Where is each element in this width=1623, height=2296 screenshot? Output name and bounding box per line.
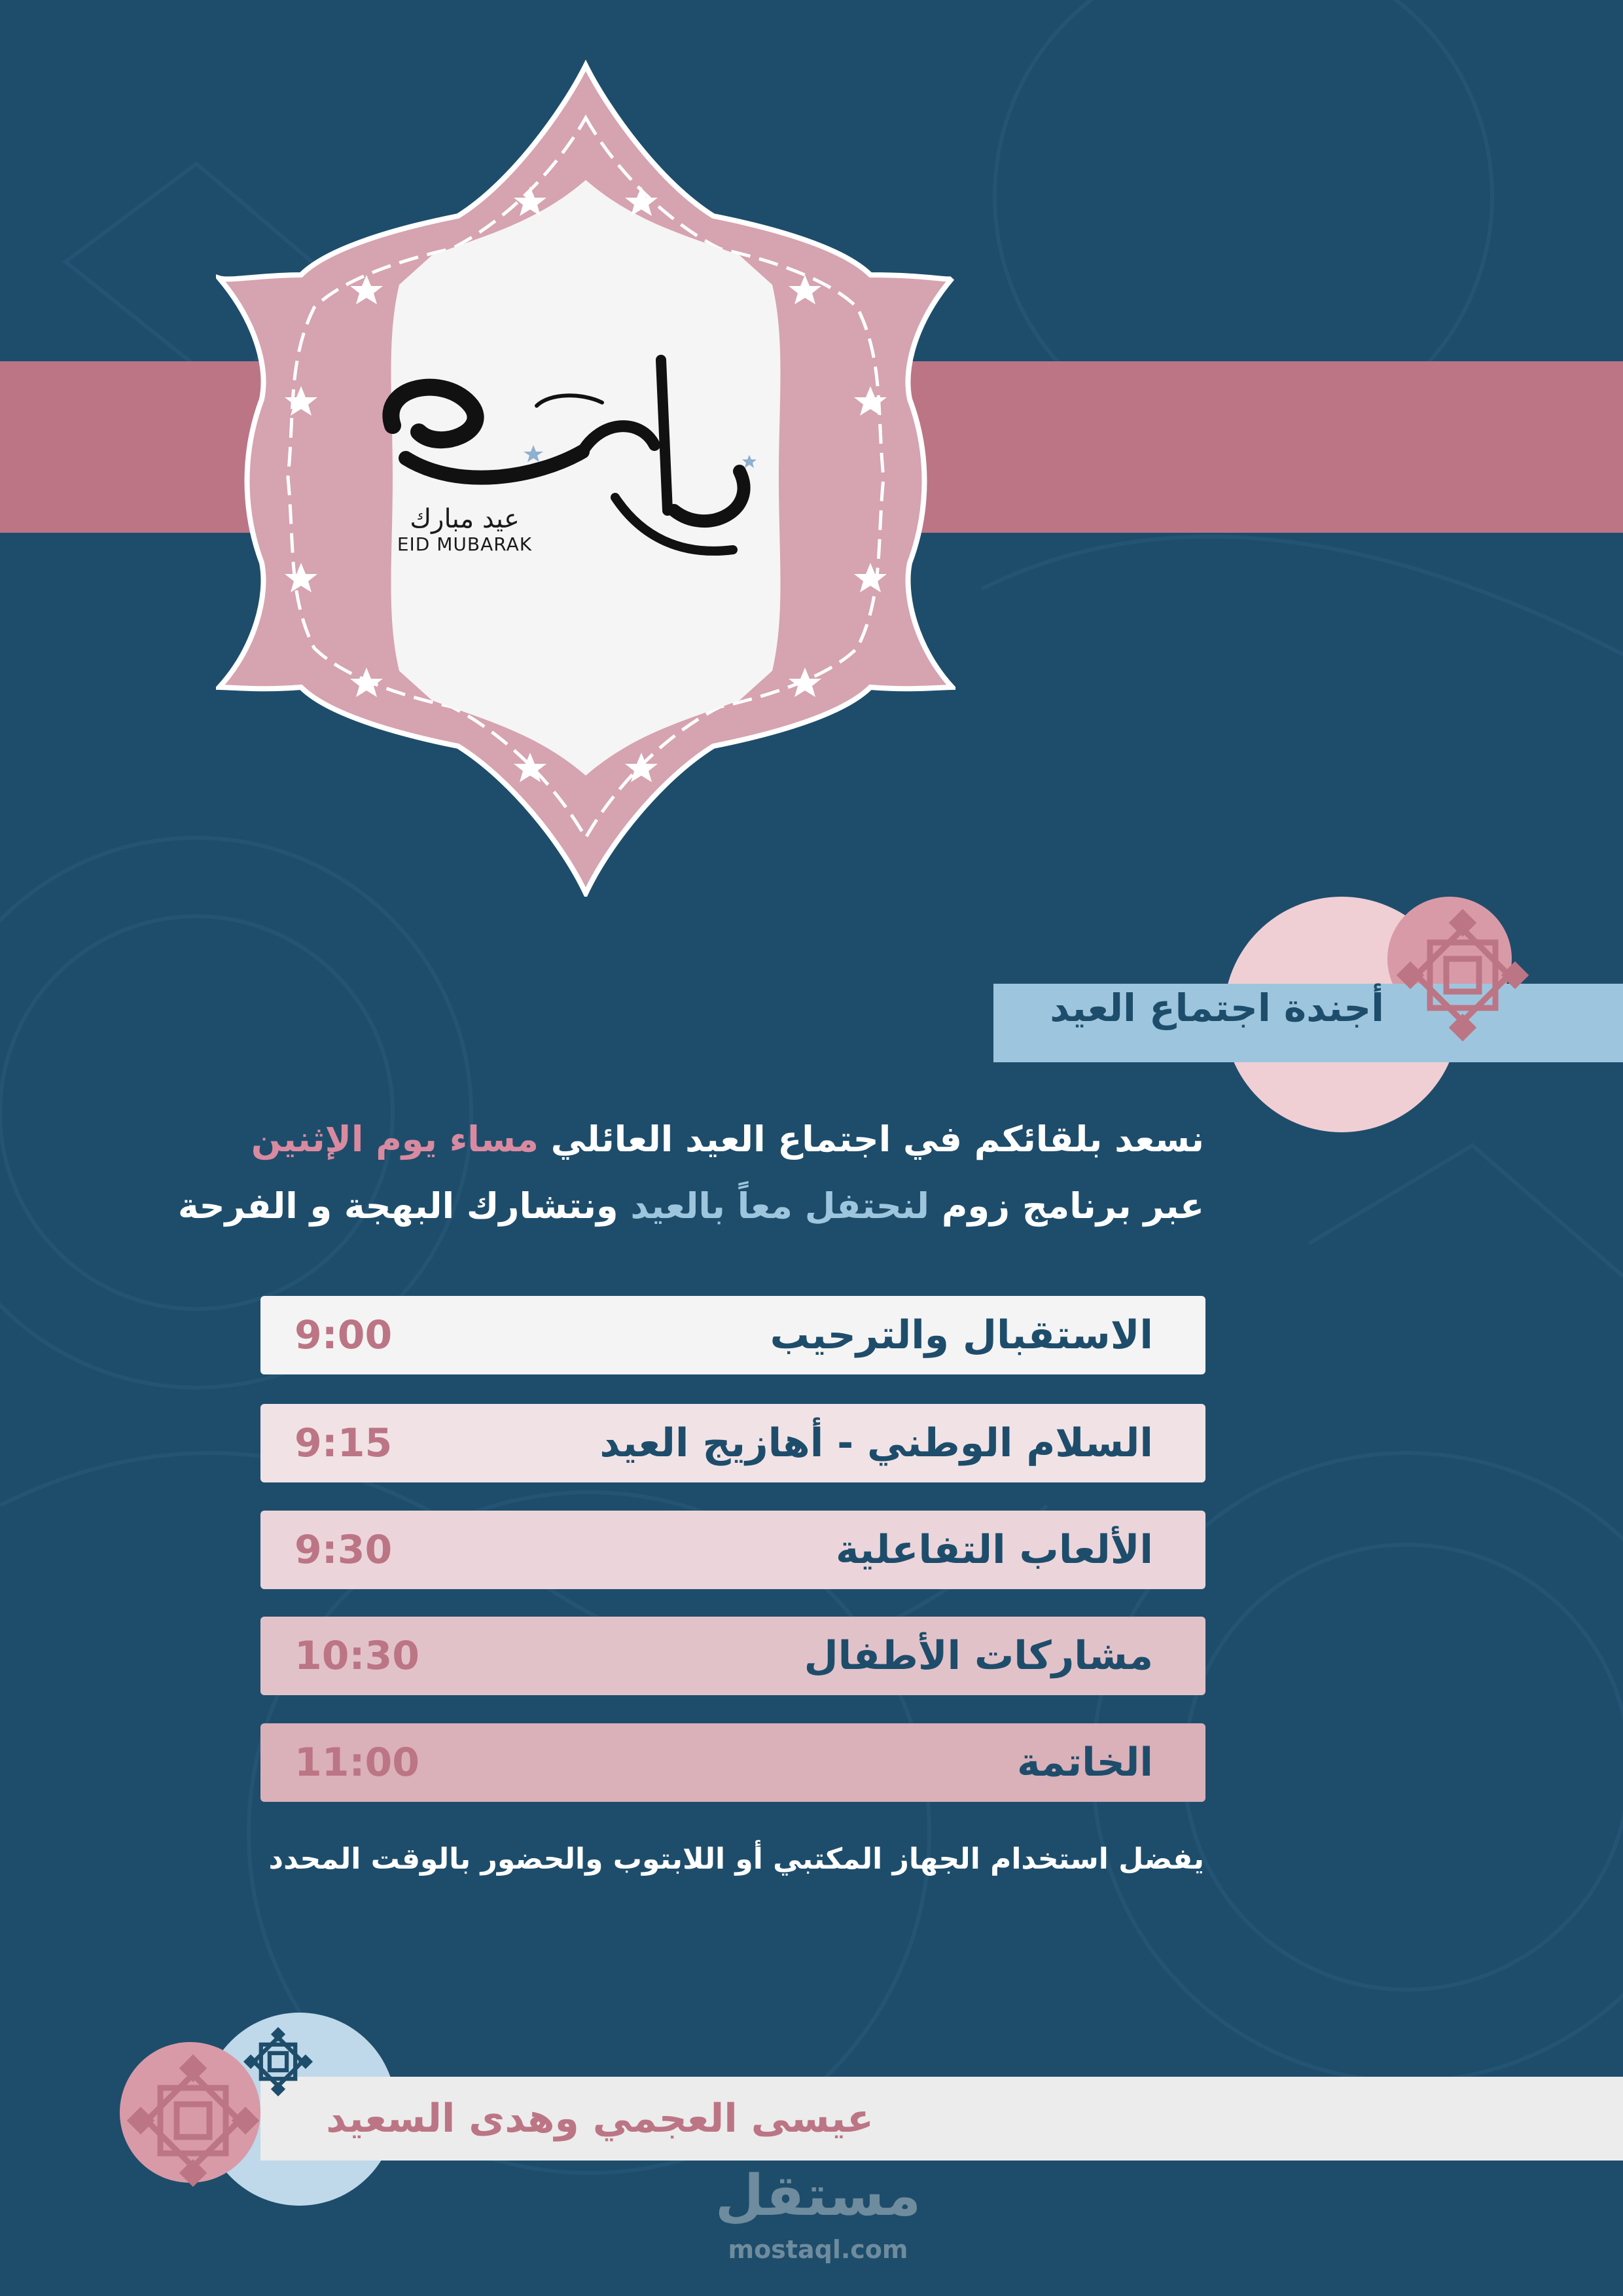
intro-line-2: [170, 1173, 1204, 1240]
intro-highlight-date: مساء يوم الإثنين: [251, 1119, 539, 1160]
schedule-item-time: 10:30: [294, 1633, 419, 1679]
intro-paragraph: [170, 1106, 1204, 1240]
schedule-row: [260, 1296, 1205, 1374]
schedule-item-label: مشاركات الأطفال: [804, 1633, 1153, 1679]
host-names: عيسى العجمي وهدى السعيد: [326, 2096, 874, 2142]
schedule-row: [260, 1723, 1205, 1802]
watermark-logo: مستقل: [715, 2163, 921, 2229]
schedule-row: [260, 1511, 1205, 1589]
schedule-row: [260, 1404, 1205, 1482]
schedule-item-label: الخاتمة: [1016, 1740, 1153, 1785]
eid-english-caption: EID MUBARAK: [397, 533, 533, 555]
eight-point-star-ornament-icon: [124, 2052, 262, 2189]
schedule-item-time: 9:30: [294, 1527, 393, 1573]
attendance-note: يفضل استخدام الجهاز المكتبي أو اللابتوب والحضور بالوقت المحدد: [268, 1842, 1204, 1876]
intro-text: عبر برنامج زوم: [929, 1185, 1204, 1227]
intro-highlight-celebrate: لنحتفل معاً بالعيد: [630, 1185, 930, 1227]
schedule-item-time: 9:15: [294, 1420, 393, 1466]
eight-point-star-ornament-icon: [242, 2026, 314, 2098]
schedule-item-label: الألعاب التفاعلية: [835, 1527, 1153, 1573]
agenda-title: أجندة اجتماع العيد: [1050, 986, 1384, 1030]
intro-text: ونتشارك البهجة و الفرحة: [177, 1185, 631, 1227]
schedule-row: [260, 1617, 1205, 1695]
schedule-item-label: السلام الوطني - أهازيج العيد: [599, 1420, 1153, 1466]
eid-arabic-caption: عيد مبارك: [410, 504, 520, 534]
schedule-item-time: 11:00: [294, 1740, 419, 1785]
schedule-item-time: 9:00: [294, 1312, 393, 1358]
schedule-item-label: الاستقبال والترحيب: [770, 1312, 1153, 1358]
intro-line-1: [170, 1106, 1204, 1173]
intro-text: نسعد بلقائكم في اجتماع العيد العائلي: [538, 1119, 1204, 1160]
eight-point-star-ornament-icon: [1394, 906, 1531, 1044]
watermark-url: mostaql.com: [728, 2235, 908, 2264]
